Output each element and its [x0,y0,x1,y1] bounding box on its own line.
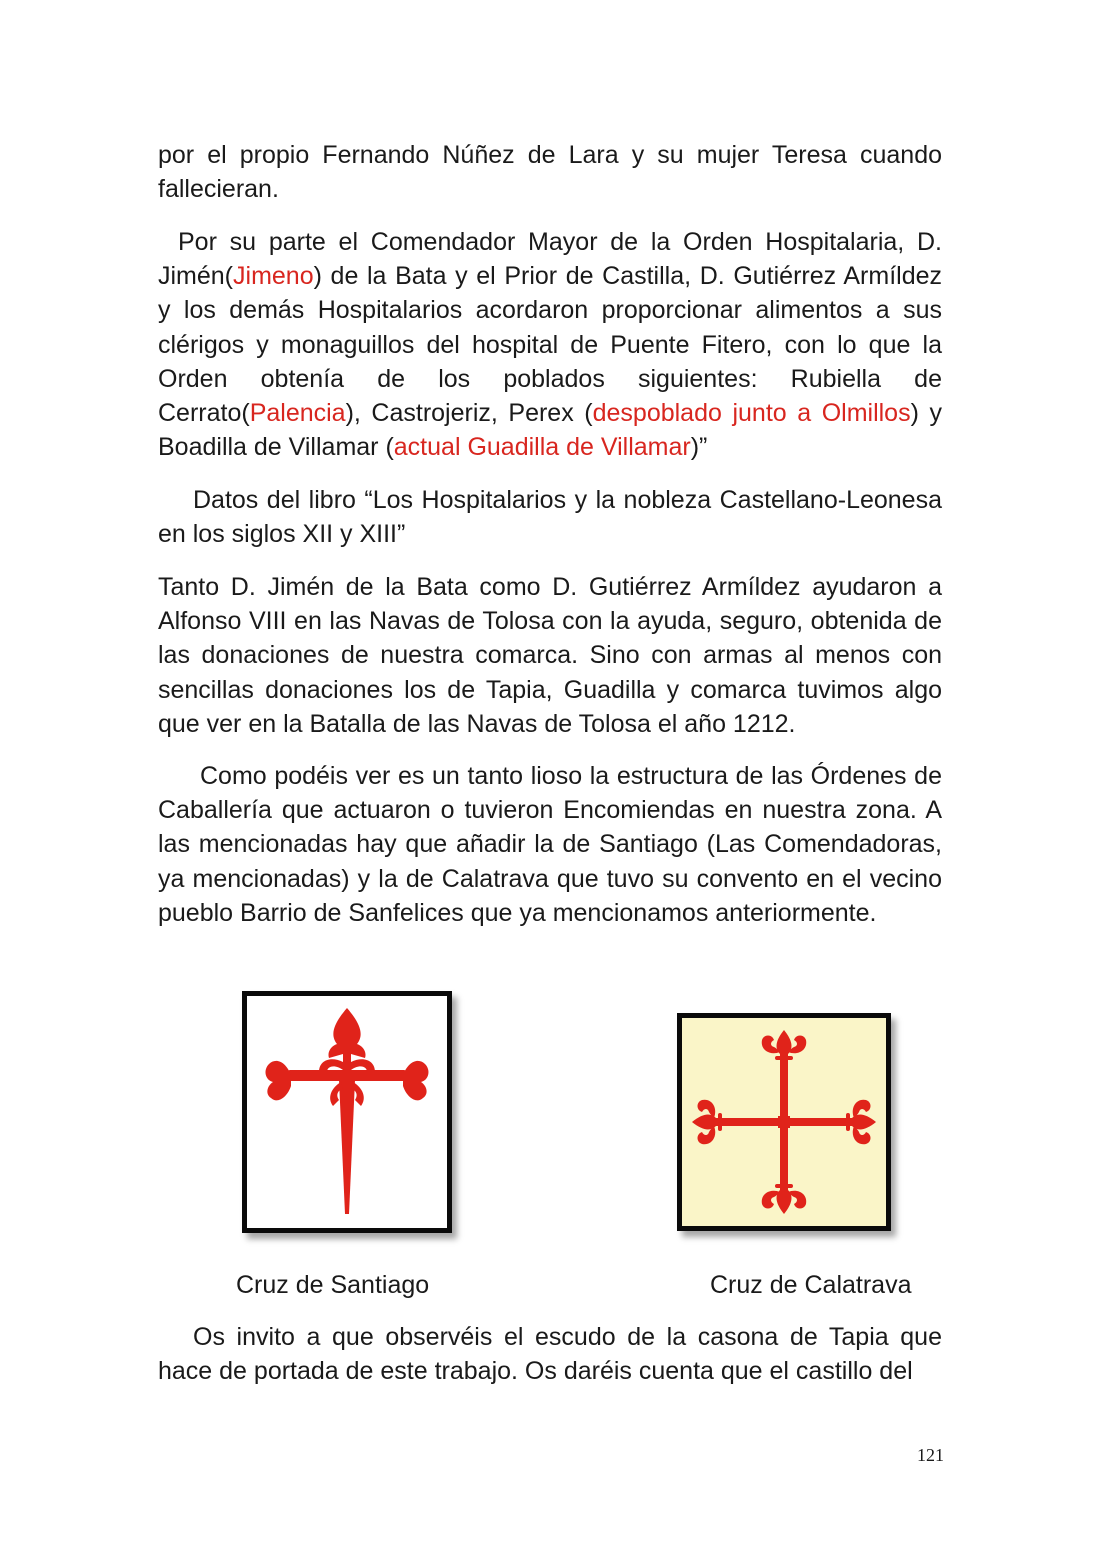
paragraph-6 [158,1320,942,1388]
highlighted-text: despoblado junto a Olmillos [592,399,911,428]
paragraph-text: ) y Boadilla de Villamar ( [158,399,942,462]
cross-of-saint-james-icon [247,996,447,1228]
paragraph-text: por el propio Fernando Núñez de Lara y su mujer Teresa cuando fallecieran. [158,141,942,204]
paragraph-text: Como podéis ver es un tanto lioso la estructura de las Órdenes de Caballería que actuaron o tuvieron Encomiendas en nuestra zona. A las mencionadas hay que añadir la de Santiago (Las Comendadoras, ya mencionadas) y la de Calatrava que tuvo su convento en el vecino pueblo Barrio de Sanfelices que ya mencionamos anteriormente. [158,762,942,927]
paragraph-text: Datos del libro “Los Hospitalarios y la nobleza Castellano-Leonesa en los siglos XII y XIII” [158,486,942,549]
highlighted-text: actual Guadilla de Villamar [393,433,691,462]
highlighted-text: Palencia [249,399,346,428]
paragraph-5 [158,759,942,930]
cross-of-calatrava-icon [682,1018,886,1226]
paragraph-text: ) de la Bata y el Prior de Castilla, D. Gutiérrez Armíldez y los demás Hospitalarios acordaron proporcionar alimentos a sus clérigos y monaguillos del hospital de Puente Fitero, con lo que la Orden obtenía de los poblados siguientes: Rubiella de Cerrato( [158,262,942,428]
figure-caption-santiago: Cruz de Santiago [236,1271,430,1299]
figure-caption-calatrava: Cruz de Calatrava [710,1271,912,1299]
paragraph-3 [158,483,942,551]
paragraph-text: Os invito a que observéis el escudo de la casona de Tapia que hace de portada de este trabajo. Os daréis cuenta que el castillo del [158,1323,942,1386]
paragraph-4 [158,570,942,741]
paragraph-text: )” [690,433,708,462]
santiago-cross-image [242,991,452,1233]
calatrava-cross-image [677,1013,891,1231]
paragraph-text: Tanto D. Jimén de la Bata como D. Gutiérrez Armíldez ayudaron a Alfonso VIII en las Navas de Tolosa con la ayuda, seguro, obtenida de las donaciones de nuestra comarca. Sino con armas al menos con sencillas donaciones los de Tapia, Guadilla y comarca tuvimos algo que ver en la Batalla de las Navas de Tolosa el año 1212. [158,573,942,738]
paragraph-1 [158,138,942,206]
paragraph-text: Por su parte el Comendador Mayor de la Orden Hospitalaria, D. Jimén( [158,228,942,291]
paragraph-2 [158,225,942,464]
highlighted-text: Jimeno [233,262,314,291]
paragraph-text: ), Castrojeriz, Perex ( [345,399,593,428]
page-number: 121 [917,1445,944,1465]
